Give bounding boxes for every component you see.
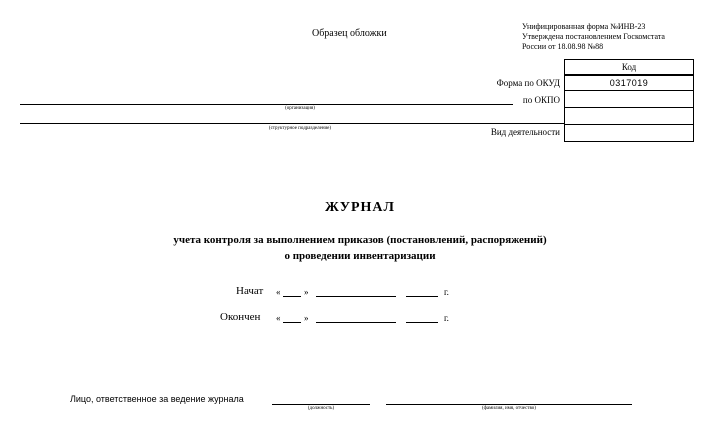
start-year-line <box>406 296 438 297</box>
unit-caption: (структурное подразделение) <box>268 126 332 131</box>
okpo-value <box>565 91 694 108</box>
organization-line <box>20 104 513 105</box>
year-suffix: г. <box>444 287 449 297</box>
name-caption: (фамилия, имя, отчество) <box>482 406 536 411</box>
okud-value: 0317019 <box>565 75 694 91</box>
quote-open: « <box>276 287 281 297</box>
journal-subtitle-2: о проведении инвентаризации <box>284 250 436 262</box>
okud-label: Форма по ОКУД <box>496 78 560 88</box>
end-year-line <box>406 322 438 323</box>
sample-title: Образец обложки <box>312 28 387 39</box>
form-info-line: России от 18.08.98 №88 <box>522 42 604 51</box>
organization-caption: (организация) <box>285 106 315 111</box>
name-line <box>386 404 632 405</box>
form-info <box>522 22 665 52</box>
start-month-line <box>316 296 396 297</box>
form-info-line: Унифицированная форма №ИНВ-23 <box>522 22 646 31</box>
form-info-line: Утверждена постановлением Госкомстата <box>522 32 665 41</box>
quote-close: » <box>304 313 309 323</box>
unit-line <box>20 123 565 124</box>
start-label: Начат <box>236 285 264 297</box>
responsible-label: Лицо, ответственное за ведение журнала <box>70 394 244 404</box>
start-day-line <box>283 296 301 297</box>
activity-value <box>565 125 694 142</box>
position-line <box>272 404 370 405</box>
journal-subtitle: учета контроля за выполнением приказов (постановлений, распоряжений) <box>173 234 547 246</box>
journal-title: ЖУРНАЛ <box>325 200 395 215</box>
year-suffix: г. <box>444 313 449 323</box>
quote-open: « <box>276 313 281 323</box>
blank-code-cell <box>565 108 694 125</box>
code-header: Код <box>565 60 694 76</box>
end-day-line <box>283 322 301 323</box>
end-month-line <box>316 322 396 323</box>
quote-close: » <box>304 287 309 297</box>
code-table <box>564 59 694 142</box>
end-label: Окончен <box>220 311 261 323</box>
position-caption: (должность) <box>307 406 335 411</box>
activity-label: Вид деятельности <box>490 127 560 137</box>
okpo-label: по ОКПО <box>522 95 560 105</box>
